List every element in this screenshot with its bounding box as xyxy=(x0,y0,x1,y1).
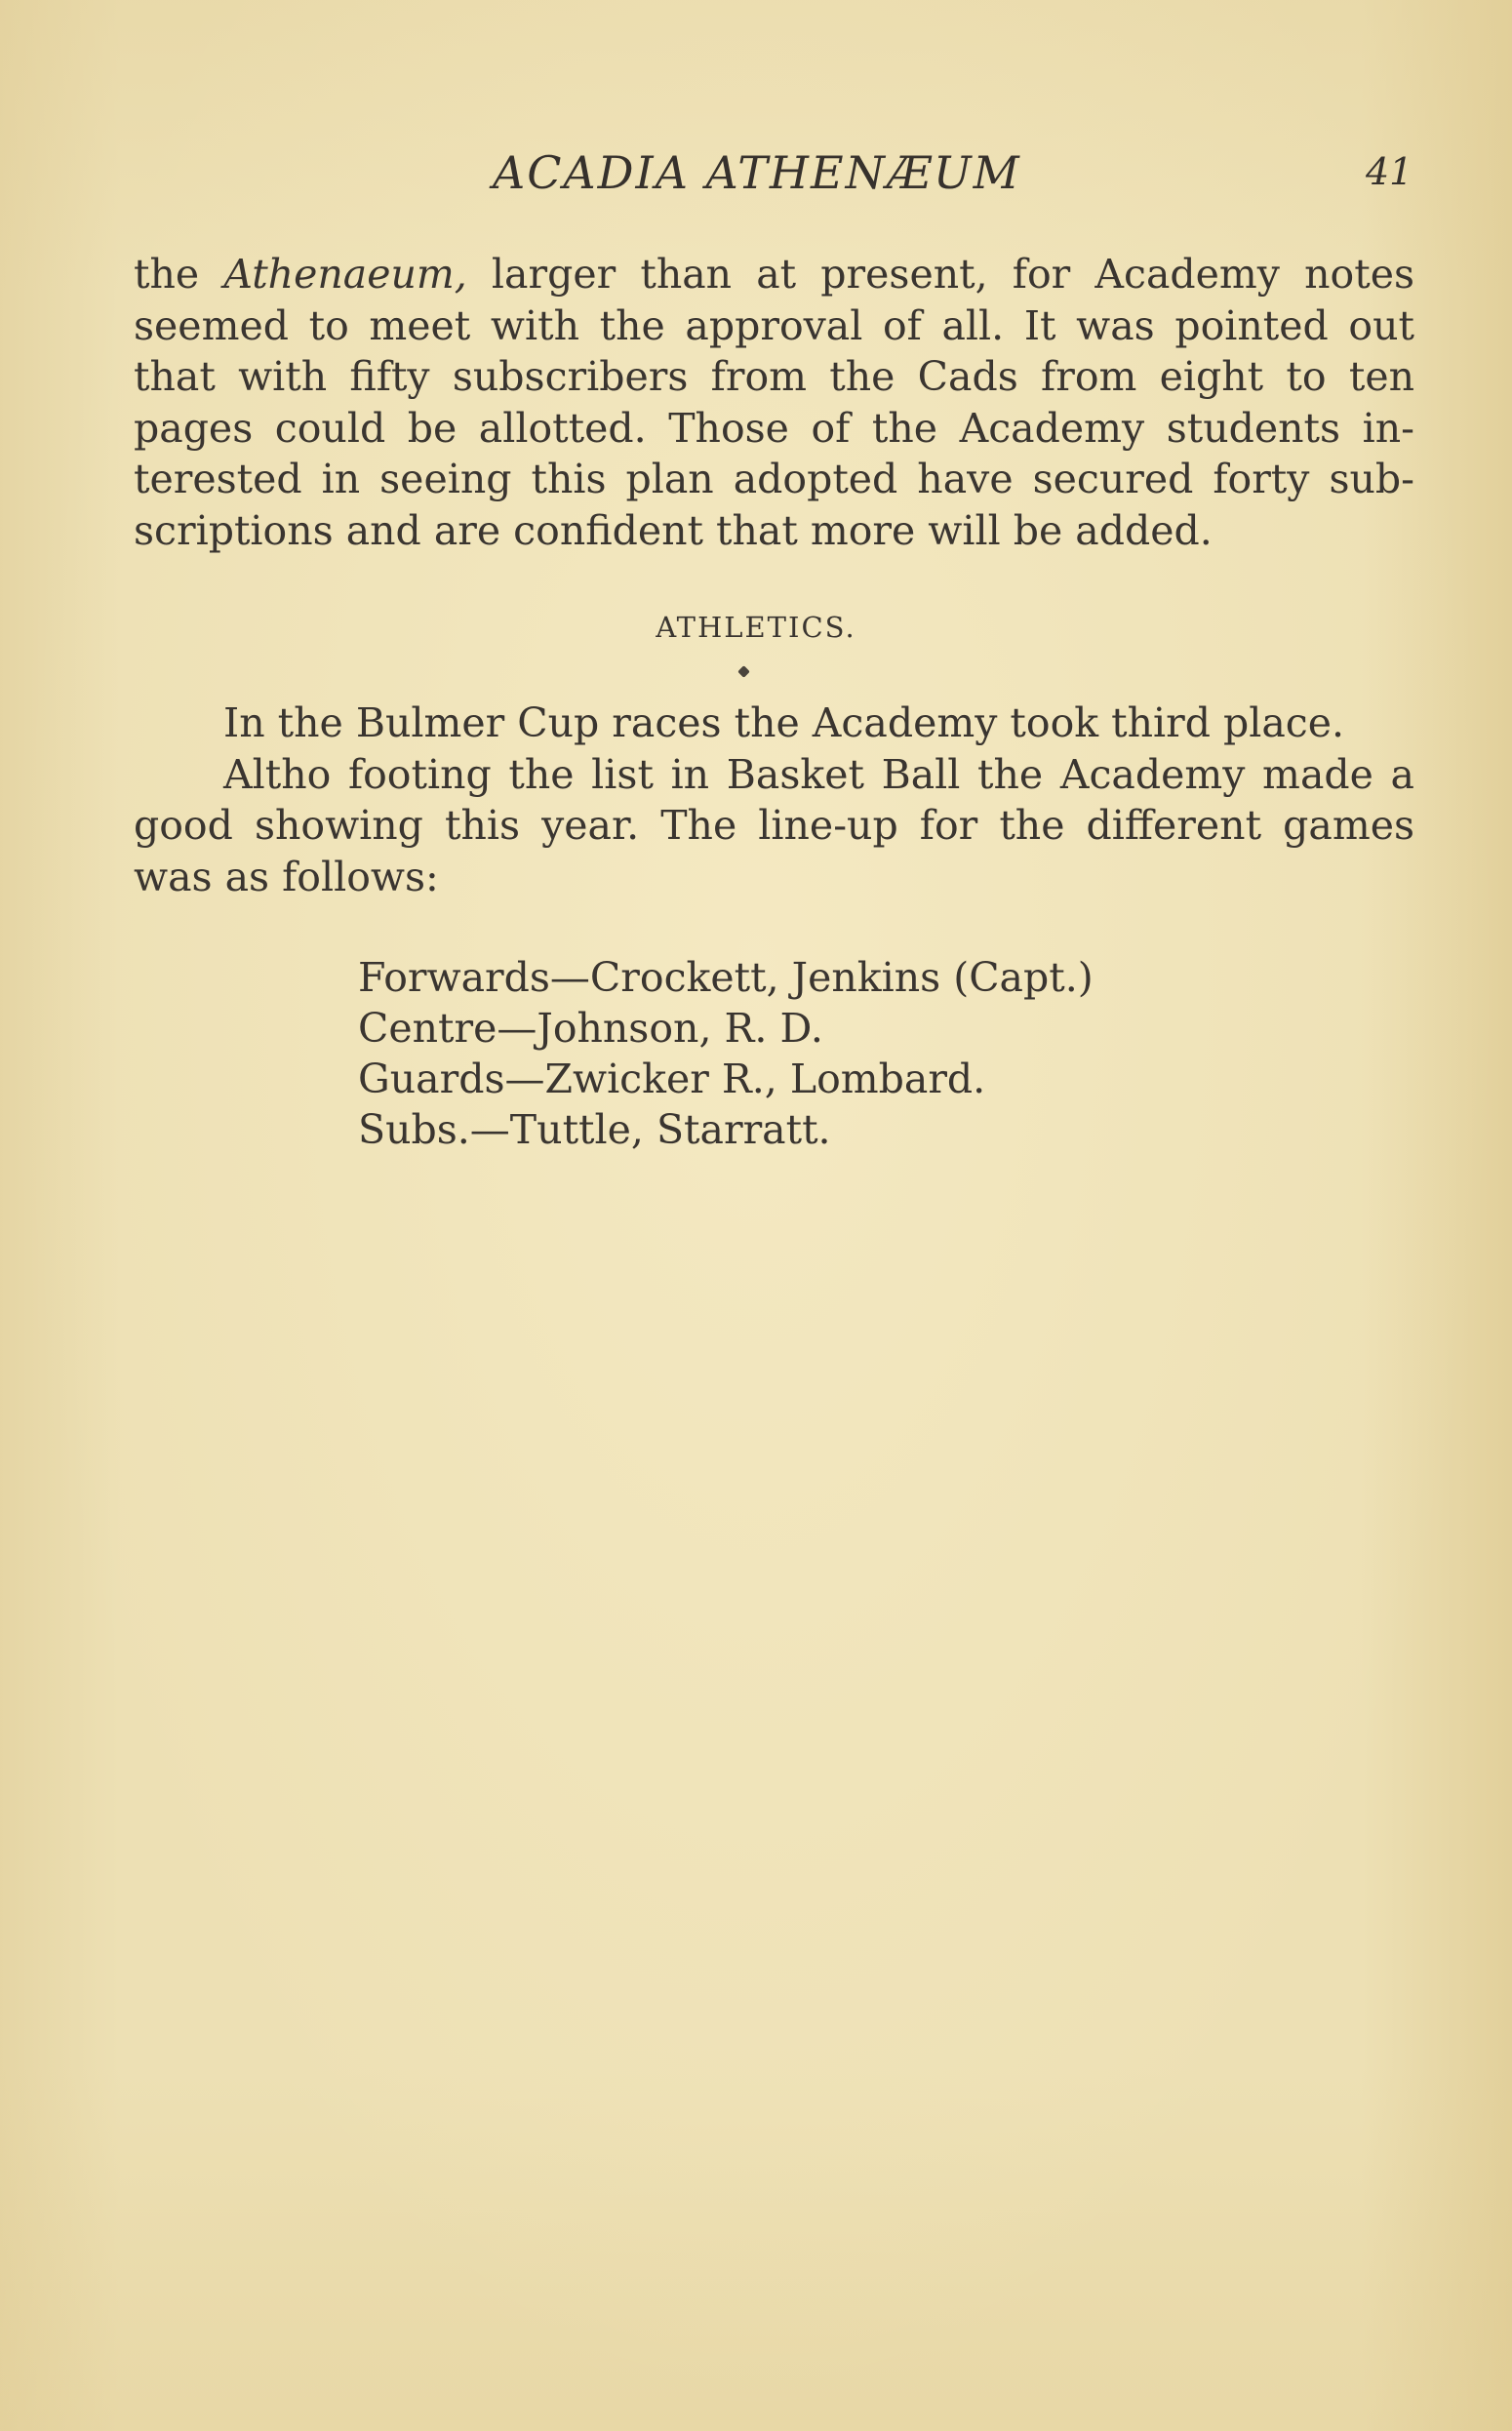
athletics-paragraph-1: In the Bulmer Cup races the Academy took third place. xyxy=(223,699,1345,746)
journal-title: ACADIA ATHENÆUM xyxy=(493,146,1021,199)
lineup-item-subs: Subs.—Tuttle, Starratt. xyxy=(358,1106,831,1153)
running-head xyxy=(0,146,1512,205)
section-heading-athletics: ATHLETICS. xyxy=(656,611,856,644)
page-number: 41 xyxy=(1366,150,1413,193)
continued-paragraph-text xyxy=(134,249,1414,556)
italic-term: Athenaeum, xyxy=(223,251,467,298)
ornament-icon xyxy=(737,665,750,678)
paragraph-lead: the xyxy=(134,251,224,298)
lineup-item-guards: Guards—Zwicker R., Lombard. xyxy=(358,1056,986,1102)
lineup-item-centre: Centre—Johnson, R. D. xyxy=(358,1005,823,1052)
athletics-paragraph-2: Altho footing the list in Basket Ball the Academy made a good showing this year. The line-up for the different games was as follows: xyxy=(134,750,1414,900)
paragraph-body: larger than at present, for Academy notes seemed to meet with the approval of all. It was pointed out that with fifty subscribers from the Cads from eight to ten pages could be allotted. Those of the Academy students in-terested in seeing this plan adopted have secured forty sub-scriptions and are confident that more will be added. xyxy=(134,251,1414,554)
lineup-item-forwards: Forwards—Crockett, Jenkins (Capt.) xyxy=(358,954,1094,1001)
continued-paragraph xyxy=(134,249,1414,556)
athletics-section xyxy=(134,697,1414,902)
lineup-list xyxy=(358,952,1094,1155)
